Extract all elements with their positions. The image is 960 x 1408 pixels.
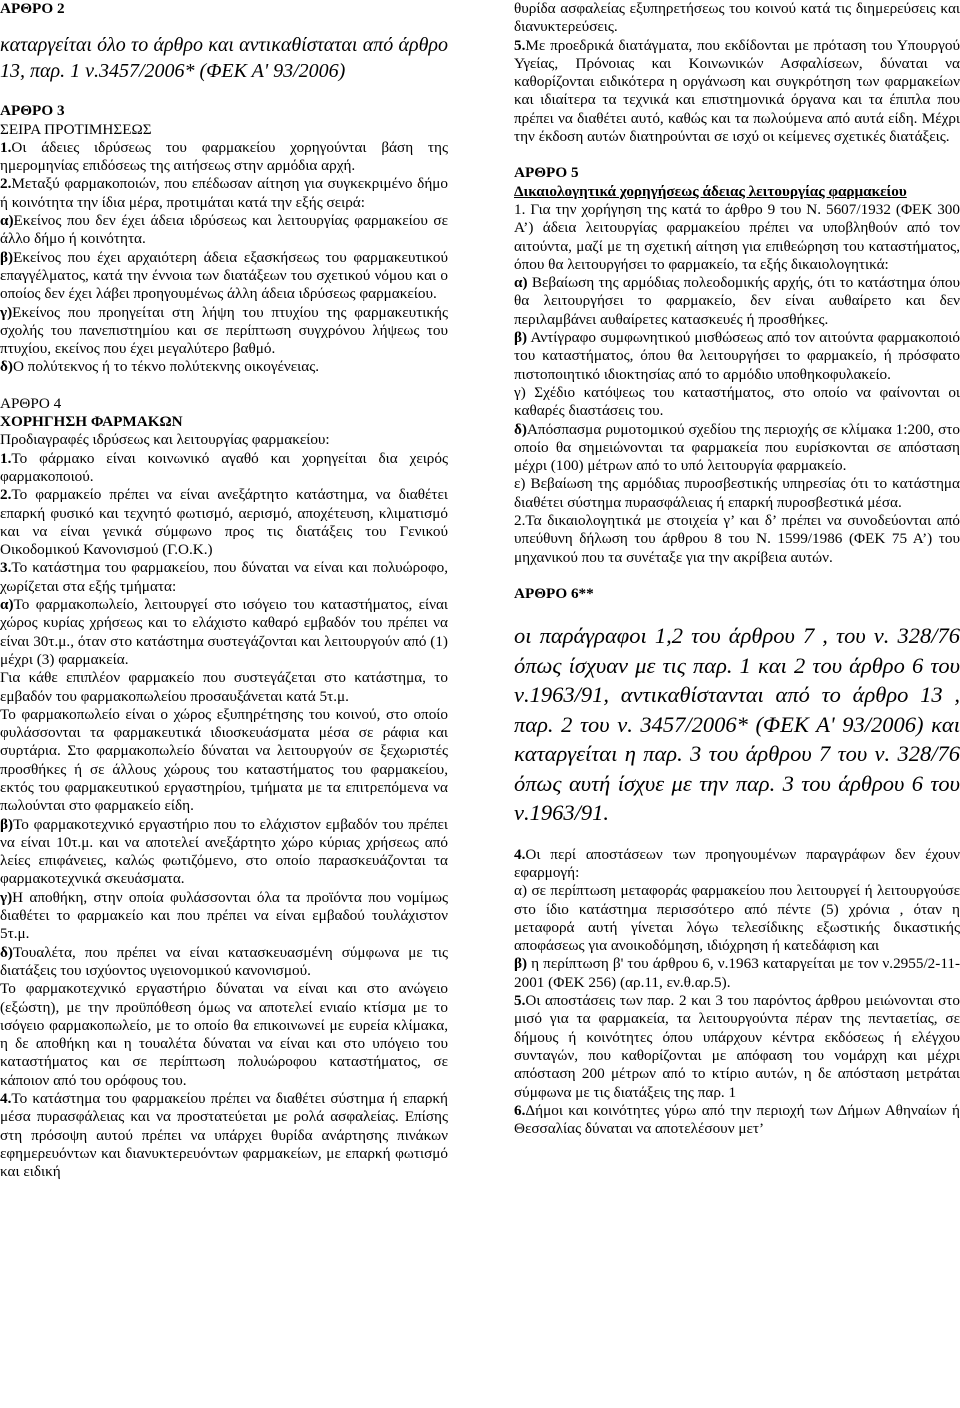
art5-d: δ)Απόσπασμα ρυμοτομικού σχεδίου της περιοχής σε κλίμακα 1:200, στο οποίο θα σημειώνονται τα φαρμακεία που ευρίσκονται σε απόσταση μέχρι (100) μέτρων από το υπό λειτουργία φαρμακείο. [514,420,960,475]
art4-p3: 3.Το κατάστημα του φαρμακείου, που δύναται να είναι και πολυώροφο, χωρίζεται στα εξής τμήματα: [0,559,448,595]
art4-d: δ)Τουαλέτα, που πρέπει να είναι κατασκευασμένη σύμφωνα με τις διατάξεις του ισχύοντος υγειονομικού κανονισμού. [0,943,448,979]
art4-p4: 4.Το κατάστημα του φαρμακείου πρέπει να διαθέτει σύστημα ή επαρκή μέσα πυρασφάλειας και να προστατεύεται με ρολά ασφαλείας. Επίσης στη πρόσοψη αυτού πρέπει να υπάρχει θυρίδα ανάρτησης πινάκων εφημερευόντων και διανυκτερευόντων φαρμακείων, με επαρκή φωτισμό και ειδική [0,1090,448,1181]
art5-subtitle: Δικαιολογητικά χορηγήσεως άδειας λειτουργίας φαρμακείου [514,182,907,200]
art4-subtitle: ΧΟΡΗΓΗΣΗ ΦΑΡΜΑΚΩΝ [0,413,183,431]
art3-p1: 1.Οι άδειες ιδρύσεως του φαρμακείου χορηγούνται βάση της ημερομηνίας επιδόσεως της αιτήσεως στην αρμόδια αρχή. [0,138,448,175]
art4-intro: Προδιαγραφές ιδρύσεως και λειτουργίας φαρμακείου: [0,431,330,449]
art5-p1: 1. Για την χορήγηση της κατά το άρθρο 9 του Ν. 5607/1932 (ΦΕΚ 300 Α’) άδεια λειτουργίας φαρμακείου πρέπει να υποβληθούν από τον αιτούντα, μαζί με τη σχετική αίτηση για επιθεώρηση του καταστήματος, όπου θα λειτουργήσει το φαρμακείο, τα εξής δικαιολογητικά: [514,200,960,273]
right-column [514,0,960,1138]
art2-title: ΑΡΘΡΟ 2 [0,0,65,17]
art4-c: γ)Η αποθήκη, στην οποία φυλάσσονται όλα τα προϊόντα που νομίμως διαθέτει το φαρμακείο και που πρέπει να είναι εμβαδού τουλάχιστον 5τ.μ. [0,888,448,943]
art4-a3: Το φαρμακοπωλείο είναι ο χώρος εξυπηρέτησης του κοινού, στο οποίο φυλάσσονται τα φαρμακευτικά ιδιοσκευάσματα μέσα σε ράφια και συρτάρια. Στο φαρμακοπωλείο δύναται να λειτουργούν σε ξεχωριστές προσθήκες ή σε άλλους χώρους του καταστήματος του φαρμακείου, εκτός του φαρμακευτικού εργαστηρίου, τμήματα με τα επιτρεπόμενα να πωλούνται στο φαρμακείο είδη. [0,705,448,815]
art4-continuation: θυρίδα ασφαλείας εξυπηρετήσεως του κοινού κατά τις διημερεύσεις και διανυκτερεύσεις. [514,0,960,36]
art3-a: α)Εκείνος που δεν έχει άδεια ιδρύσεως και λειτουργίας φαρμακείου σε άλλο δήμο ή κοινότητα. [0,212,448,248]
art4-a2: Για κάθε επιπλέον φαρμακείο που συστεγάζεται στο κατάστημα, το εμβαδόν του φαρμακοπωλείου προσαυξάνεται κατά 5τ.μ. [0,669,448,705]
art4-p2: 2.Το φαρμακείο πρέπει να είναι ανεξάρτητο κατάστημα, να διαθέτει επαρκή φυσικό και τεχνητό φωτισμό, αερισμό, αποχέτευση, κλιματισμό και να είναι γενικά σύμφωνο προς τις διατάξεις του Γενικού Οικοδομικού Κανονισμού (Γ.Ο.Κ.) [0,486,448,559]
art3-subtitle: ΣΕΙΡΑ ΠΡΟΤΙΜΗΣΕΩΣ [0,120,152,138]
art2-text: καταργείται όλο το άρθρο και αντικαθίσταται από άρθρο 13, παρ. 1 ν.3457/2006* (ΦΕΚ Α' 93/2006) [0,34,448,83]
art4-p5: 5.Με προεδρικά διατάγματα, που εκδίδονται με πρόταση του Υπουργού Υγείας, Πρόνοιας και Κοινωνικών Ασφαλίσεων, δύναται να καθορίζονται ειδικότερα η οργάνωση και συγκρότηση των φαρμακείων και ιδιαίτερα τα τεχνικά και επιστημονικά όργανα και τα έπιπλα που πρέπει να διαθέτει αυτό, καθώς και τα πωλούμενα από αυτά είδη. Μέχρι την έκδοση αυτών διατηρούνται σε ισχύ οι κείμενες σχετικές διατάξεις. [514,36,960,146]
art3-title: ΑΡΘΡΟ 3 [0,102,65,120]
art6-b: β) η περίπτωση β' του άρθρου 6, ν.1963 καταργείται με τον ν.2955/2-11-2001 (ΦΕΚ 256) (αρ.11, εν.θ.αρ.5). [514,955,960,991]
art4-p1: 1.Το φάρμακο είναι κοινωνικό αγαθό και χορηγείται δια χειρός φαρμακοποιού. [0,449,448,485]
art6-title: ΑΡΘΡΟ 6** [514,584,594,602]
art4-d2: Το φαρμακοτεχνικό εργαστήριο δύναται να είναι και στο ανώγειο (εξώστη), με την προϋπόθεση όμως να αποτελεί ενιαίο κτίσμα με το ισόγειο φαρμακοπωλείο, με το οποίο θα επικοινωνεί με ευρεία κλίμακα, η δε αποθήκη και η τουαλέτα δύναται να είναι και στο υπόγειο του καταστήματος και σε περίπτωση πολυώροφου καταστήματος, σε κάποιον από του ορόφους του. [0,980,448,1089]
art4-a: α)Το φαρμακοπωλείο, λειτουργεί στο ισόγειο του καταστήματος, είναι χώρος κυρίας χρήσεως και το ελάχιστο καθαρό εμβαδόν του πρέπει να είναι 30τ.μ., όταν στο κατάστημα συστεγάζονται και λειτουργούν από (1) μέχρι (3) φαρμακεία. [0,596,448,668]
art5-c: γ) Σχέδιο κατόψεως του καταστήματος, στο οποίο να φαίνονται οι καθαρές διαστάσεις του. [514,383,960,420]
art6-italic-note: οι παράγραφοι 1,2 του άρθρου 7 , του ν. 328/76 όπως ίσχυαν με τις παρ. 1 και 2 του άρθρο 6 του ν.1963/91, αντικαθίστανται από το άρθρο 13 , παρ. 2 του ν. 3457/2006* (ΦΕΚ Α' 93/2006) και καταργείται η παρ. 3 του άρθρου 7 του ν. 328/76 όπως αυτή ίσχυε με την παρ. 3 του άρθρου 6 του ν.1963/91. [514,623,960,826]
art5-title: ΑΡΘΡΟ 5 [514,164,579,182]
left-column [0,0,448,1182]
art4-title: ΑΡΘΡΟ 4 [0,394,62,412]
art5-b: β) Αντίγραφο συμφωνητικού μισθώσεως από τον αιτούντα φαρμακοποιό του καταστήματος, όπου θα λειτουργήσει το φαρμακείο, ή πρόσφατο πιστοποιητικό ιδιοκτησίας από το αρμόδιο υποθηκοφυλακείο. [514,329,960,383]
art5-e: ε) Βεβαίωση της αρμόδιας πυροσβεστικής υπηρεσίας ότι το κατάστημα διαθέτει σύστημα πυρασφάλειας ή επαρκή πυροσβεστικά μέσα. [514,475,960,511]
art6-p6: 6.Δήμοι και κοινότητες γύρω από την περιοχή των Δήμων Αθηναίων ή Θεσσαλίας δύναται να αποτελέσουν μετ’ [514,1101,960,1138]
art6-p4: 4.Οι περί αποστάσεων των προηγουμένων παραγράφων δεν έχουν εφαρμογή: [514,845,960,881]
art3-d: δ)Ο πολύτεκνος ή το τέκνο πολύτεκνης οικογένειας. [0,358,320,376]
art3-p2: 2.Μεταξύ φαρμακοποιών, που επέδωσαν αίτηση για συγκεκριμένο δήμο ή κοινότητα την ίδια μέρα, προτιμάται κατά την εξής σειρά: [0,175,448,211]
art6-p5: 5.Οι αποστάσεις των παρ. 2 και 3 του παρόντος άρθρου μειώνονται στο μισό για τα φαρμακεία, τα λειτουργούντα πέραν της πενταετίας, σε δήμους ή κοινότητες όπου υπάρχουν κέντρα εκδόσεως ή ελέγχου συνταγών, που καθορίζονται με απόφαση του νομάρχη και μέχρι απόσταση 200 μέτρων από το κτίριο αυτών, η δε απόσταση μετράται σύμφωνα με τις διατάξεις της παρ. 1 [514,992,960,1101]
art6-a: α) σε περίπτωση μεταφοράς φαρμακείου που λειτουργεί ή λειτουργούσε στο ίδιο κατάστημα περισσότερο από πέντε (5) χρόνια , όταν η μεταφορά αυτή γίνεται λόγω τελεσίδικης εξωστικής δικαστικής αποφάσεως για ανοικοδόμηση, ιδιόχρηση ή κατεδάφιση και [514,882,960,955]
art5-p2: 2.Τα δικαιολογητικά με στοιχεία γ’ και δ’ πρέπει να συνοδεύονται από υπεύθυνη δήλωση του άρθρου 8 του Ν. 1599/1986 (ΦΕΚ 75 Α’) του μηχανικού που τα συνέταξε για την ακρίβεια αυτών. [514,512,960,566]
art3-b: β)Εκείνος που έχει αρχαιότερη άδεια εξασκήσεως του φαρμακευτικού επαγγέλματος, κατά την έννοια των διατάξεων του σχετικού νόμου και ο οποίος δεν έχει λάβει προηγουμένως άλλη άδεια ιδρύσεως φαρμακείου. [0,248,448,303]
art5-a: α) Βεβαίωση της αρμόδιας πολεοδομικής αρχής, ότι το κατάστημα όπου θα λειτουργήσει το φαρμακείο, δεν είναι αυθαίρετο και δεν περιλαμβάνει αυθαίρετες κατασκευές ή προσθήκες. [514,274,960,328]
art4-b: β)Το φαρμακοτεχνικό εργαστήριο που το ελάχιστον εμβαδόν του πρέπει να είναι 10τ.μ. και να αποτελεί ανεξάρτητο χώρο κύριας χρήσεως από λείες επιφάνειες, καλώς φωτιζόμενο, στο οποίο παρασκευάζονται τα φαρμακοτεχνικά σκευάσματα. [0,815,448,888]
art3-c: γ)Εκείνος που προηγείται στη λήψη του πτυχίου της φαρμακευτικής σχολής του πανεπιστημίου και σε περίπτωση συγχρόνου λήψεως του πτυχίου, εκείνος που έχει μεγαλύτερο βαθμό. [0,303,448,358]
